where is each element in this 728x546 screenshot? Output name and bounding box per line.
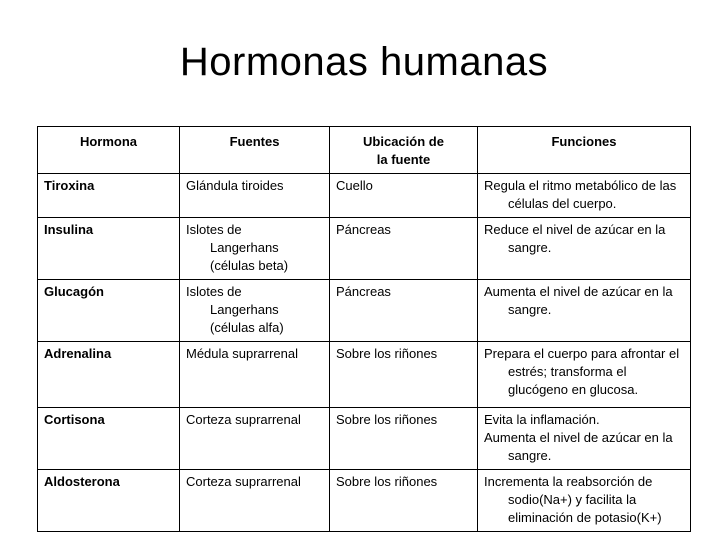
cell-hormona: Glucagón <box>38 280 180 342</box>
header-fuentes: Fuentes <box>180 127 330 174</box>
cell-fuente: Islotes de Langerhans (células beta) <box>180 218 330 280</box>
cell-hormona: Aldosterona <box>38 470 180 532</box>
cell-hormona: Insulina <box>38 218 180 280</box>
cell-fuente: Corteza suprarrenal <box>180 408 330 470</box>
cell-ubicacion: Páncreas <box>330 280 478 342</box>
cell-hormona: Adrenalina <box>38 342 180 408</box>
table-row <box>38 280 691 342</box>
cell-ubicacion: Páncreas <box>330 218 478 280</box>
cell-funciones: Regula el ritmo metabólico de las células del cuerpo. <box>478 174 691 218</box>
cell-funciones: Prepara el cuerpo para afrontar el estrés; transforma el glucógeno en glucosa. <box>478 342 691 408</box>
table-row <box>38 470 691 532</box>
hormones-table <box>37 126 691 532</box>
table-row <box>38 408 691 470</box>
cell-ubicacion: Sobre los riñones <box>330 470 478 532</box>
table-row <box>38 174 691 218</box>
cell-funciones: Incrementa la reabsorción de sodio(Na+) y facilita la eliminación de potasio(K+) <box>478 470 691 532</box>
cell-funciones: Reduce el nivel de azúcar en la sangre. <box>478 218 691 280</box>
cell-fuente: Corteza suprarrenal <box>180 470 330 532</box>
table-row <box>38 218 691 280</box>
cell-fuente: Islotes de Langerhans (células alfa) <box>180 280 330 342</box>
cell-fuente: Glándula tiroides <box>180 174 330 218</box>
cell-hormona: Tiroxina <box>38 174 180 218</box>
header-hormona: Hormona <box>38 127 180 174</box>
cell-hormona: Cortisona <box>38 408 180 470</box>
cell-ubicacion: Sobre los riñones <box>330 408 478 470</box>
header-funciones: Funciones <box>478 127 691 174</box>
cell-funciones: Evita la inflamación. Aumenta el nivel de azúcar en la sangre. <box>478 408 691 470</box>
cell-ubicacion: Cuello <box>330 174 478 218</box>
cell-ubicacion: Sobre los riñones <box>330 342 478 408</box>
table-header-row <box>38 127 691 174</box>
header-ubicacion: Ubicación de la fuente <box>330 127 478 174</box>
cell-funciones: Aumenta el nivel de azúcar en la sangre. <box>478 280 691 342</box>
table-row <box>38 342 691 408</box>
page-title: Hormonas humanas <box>179 40 549 84</box>
cell-fuente: Médula suprarrenal <box>180 342 330 408</box>
